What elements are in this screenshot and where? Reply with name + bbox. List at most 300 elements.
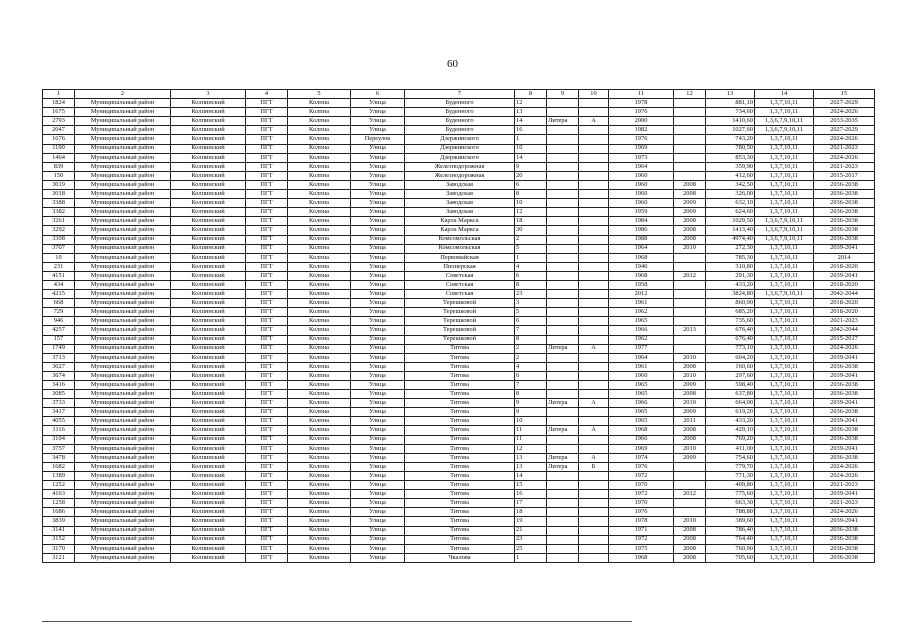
table-cell (579, 290, 609, 299)
table-row (43, 390, 875, 399)
table-cell: 1965 (609, 390, 674, 399)
table-cell (547, 271, 579, 280)
table-cell: Муниципальный район (75, 253, 171, 262)
table-cell (579, 526, 609, 535)
table-cell (579, 99, 609, 108)
table-cell: 2027-2029 (814, 99, 875, 108)
table-cell: 1,3,7,10,11 (755, 153, 814, 162)
table-cell: 2010 (674, 399, 706, 408)
table-cell: 598,40 (706, 381, 755, 390)
table-cell: 860,00 (706, 299, 755, 308)
table-cell (547, 180, 579, 189)
table-cell: 1960 (609, 199, 674, 208)
table-cell: 1968 (609, 426, 674, 435)
table-cell: Муниципальный район (75, 99, 171, 108)
table-cell: Улица (351, 180, 405, 189)
table-cell: ПГТ (246, 408, 288, 417)
table-cell: Муниципальный район (75, 199, 171, 208)
table-cell: 2027-2029 (814, 126, 875, 135)
table-cell: ПГТ (246, 235, 288, 244)
table-cell: 1988 (609, 235, 674, 244)
table-cell (579, 553, 609, 562)
table-cell: 3 (515, 299, 547, 308)
table-cell: ПГТ (246, 417, 288, 426)
table-cell: 1,3,7,10,11 (755, 162, 814, 171)
table-cell (579, 153, 609, 162)
table-row (43, 108, 875, 117)
table-cell: 2036-2038 (814, 426, 875, 435)
table-cell (547, 526, 579, 535)
table-cell: Буденного (405, 99, 515, 108)
table-cell: 3085 (43, 390, 75, 399)
table-cell: Колпинский (171, 544, 246, 553)
table-cell: Чкалова (405, 553, 515, 562)
table-cell: Дзержинского (405, 144, 515, 153)
table-cell (547, 308, 579, 317)
table-cell: 150 (43, 171, 75, 180)
table-cell: 2039-2041 (814, 244, 875, 253)
table-cell: ПГТ (246, 244, 288, 253)
table-cell: 3121 (43, 553, 75, 562)
table-cell (674, 299, 706, 308)
table-row (43, 235, 875, 244)
table-cell: 1,3,6,7,9,10,11 (755, 217, 814, 226)
table-cell: 1,3,7,10,11 (755, 444, 814, 453)
table-cell: 12 (515, 99, 547, 108)
table-cell: Титова (405, 435, 515, 444)
table-cell: 1,3,7,10,11 (755, 344, 814, 353)
table-cell: Колпинский (171, 435, 246, 444)
table-cell: 1,3,7,10,11 (755, 244, 814, 253)
table-row (43, 171, 875, 180)
table-cell: Муниципальный район (75, 326, 171, 335)
table-cell: 3733 (43, 399, 75, 408)
table-cell: 2024-2026 (814, 344, 875, 353)
table-cell: 1966 (609, 399, 674, 408)
table-cell: 1,3,7,10,11 (755, 508, 814, 517)
table-cell: 729 (43, 308, 75, 317)
table-cell: 1,3,7,10,11 (755, 308, 814, 317)
table-cell: 1,3,6,7,9,10,11 (755, 226, 814, 235)
table-cell (579, 144, 609, 153)
table-cell: 3707 (43, 244, 75, 253)
table-cell: 2018-2020 (814, 308, 875, 317)
table-cell: Титова (405, 481, 515, 490)
table-cell: Колпинский (171, 308, 246, 317)
table-cell: Улица (351, 508, 405, 517)
column-header-7: 7 (405, 90, 515, 99)
table-cell: 1972 (609, 490, 674, 499)
table-row (43, 508, 875, 517)
table-cell (674, 280, 706, 289)
table-row (43, 317, 875, 326)
table-cell: 1965 (609, 381, 674, 390)
table-cell: Муниципальный район (75, 162, 171, 171)
table-cell: 23 (515, 290, 547, 299)
table-row (43, 153, 875, 162)
table-cell: ПГТ (246, 162, 288, 171)
table-cell: 3713 (43, 353, 75, 362)
table-cell: 1976 (609, 462, 674, 471)
table-cell: 1965 (609, 417, 674, 426)
table-cell: Колпинский (171, 344, 246, 353)
table-cell: 1966 (609, 435, 674, 444)
table-cell: 1960 (609, 371, 674, 380)
table-cell: 1675 (43, 108, 75, 117)
table-cell (674, 126, 706, 135)
table-cell: Улица (351, 226, 405, 235)
table-cell (547, 126, 579, 135)
table-cell: Колпна (288, 471, 351, 480)
table-cell: 326,00 (706, 190, 755, 199)
table-cell (547, 280, 579, 289)
table-cell (547, 99, 579, 108)
table-cell (547, 435, 579, 444)
table-cell (547, 553, 579, 562)
table-cell: Колпинский (171, 535, 246, 544)
table-cell: 4257 (43, 326, 75, 335)
table-cell: Колпна (288, 226, 351, 235)
table-cell: 1824 (43, 99, 75, 108)
table-cell (674, 162, 706, 171)
table-cell: ПГТ (246, 299, 288, 308)
table-cell: Терешковой (405, 335, 515, 344)
table-cell: Колпна (288, 408, 351, 417)
table-cell: 429,10 (706, 426, 755, 435)
table-cell: Колпна (288, 490, 351, 499)
table-cell: 4974,40 (706, 235, 755, 244)
table-cell: Муниципальный район (75, 435, 171, 444)
table-cell: 434 (43, 280, 75, 289)
table-cell: Улица (351, 299, 405, 308)
table-cell: 10 (515, 199, 547, 208)
table-cell: 2021-2023 (814, 162, 875, 171)
table-cell: 1,3,7,10,11 (755, 462, 814, 471)
table-cell: Муниципальный район (75, 490, 171, 499)
table-cell: 779,70 (706, 462, 755, 471)
table-cell: 2024-2026 (814, 508, 875, 517)
table-cell: Колпинский (171, 390, 246, 399)
table-cell: Муниципальный район (75, 408, 171, 417)
table-cell: Улица (351, 362, 405, 371)
column-header-10: 10 (579, 90, 609, 99)
table-cell: Улица (351, 499, 405, 508)
table-cell: 2009 (674, 408, 706, 417)
table-cell: 2024-2026 (814, 153, 875, 162)
table-cell (547, 217, 579, 226)
table-cell: ПГТ (246, 335, 288, 344)
table-cell: 16 (515, 126, 547, 135)
table-cell: Муниципальный район (75, 235, 171, 244)
table-cell: 1190 (43, 144, 75, 153)
housing-table (42, 89, 875, 563)
table-cell: 1,3,6,7,9,10,11 (755, 126, 814, 135)
table-cell: Колпна (288, 535, 351, 544)
table-cell: 3757 (43, 444, 75, 453)
table-cell: 1978 (609, 99, 674, 108)
table-cell: 1959 (609, 208, 674, 217)
table-cell (579, 180, 609, 189)
table-cell: Муниципальный район (75, 262, 171, 271)
table-cell: 409,80 (706, 481, 755, 490)
table-cell: 2036-2038 (814, 226, 875, 235)
table-cell: Колпна (288, 390, 351, 399)
table-cell: 1,3,7,10,11 (755, 544, 814, 553)
table-cell: 760,90 (706, 544, 755, 553)
table-cell: 2036-2038 (814, 553, 875, 562)
table-cell (547, 235, 579, 244)
table-cell: Муниципальный район (75, 526, 171, 535)
table-cell: Муниципальный район (75, 353, 171, 362)
table-cell: А (579, 117, 609, 126)
table-cell: Муниципальный район (75, 171, 171, 180)
table-cell: 1968 (609, 271, 674, 280)
table-cell: Муниципальный район (75, 299, 171, 308)
table-cell: 2036-2038 (814, 190, 875, 199)
table-cell: 2036-2038 (814, 453, 875, 462)
table-cell: Колпинский (171, 153, 246, 162)
table-cell: Улица (351, 553, 405, 562)
table-cell: Колпинский (171, 417, 246, 426)
table-cell: Титова (405, 499, 515, 508)
table-cell (547, 299, 579, 308)
table-cell: 2036-2038 (814, 199, 875, 208)
table-cell: 3141 (43, 526, 75, 535)
table-cell: Колпна (288, 290, 351, 299)
table-cell: 771,30 (706, 471, 755, 480)
table-cell (674, 108, 706, 117)
table-row (43, 226, 875, 235)
table-cell: 14 (515, 153, 547, 162)
table-cell: Колпна (288, 371, 351, 380)
table-cell: 2 (515, 344, 547, 353)
table-cell: Пионерская (405, 262, 515, 271)
table-cell (547, 390, 579, 399)
table-cell: Муниципальный район (75, 226, 171, 235)
table-cell (579, 435, 609, 444)
table-cell: Колпинский (171, 135, 246, 144)
table-cell: 1,3,7,10,11 (755, 108, 814, 117)
table-cell: Колпна (288, 326, 351, 335)
table-cell: Литера (547, 426, 579, 435)
table-cell: Муниципальный район (75, 390, 171, 399)
table-cell: Улица (351, 544, 405, 553)
table-cell: 1970 (609, 481, 674, 490)
table-cell: Литера (547, 344, 579, 353)
table-cell: Колпинский (171, 508, 246, 517)
table-cell: Колпинский (171, 317, 246, 326)
table-cell: Литера (547, 462, 579, 471)
table-cell: 6 (515, 371, 547, 380)
table-cell: Титова (405, 362, 515, 371)
table-cell: 6 (515, 180, 547, 189)
table-cell: 2036-2038 (814, 435, 875, 444)
table-cell: Колпинский (171, 108, 246, 117)
table-cell (547, 244, 579, 253)
column-header-1: 1 (43, 90, 75, 99)
table-cell: 619,20 (706, 408, 755, 417)
table-cell: 160,60 (706, 362, 755, 371)
table-cell: 2010 (674, 371, 706, 380)
table-cell (579, 544, 609, 553)
table-cell: 9 (515, 408, 547, 417)
table-cell: 11 (515, 435, 547, 444)
table-cell (579, 444, 609, 453)
table-cell: Титова (405, 381, 515, 390)
table-cell: ПГТ (246, 462, 288, 471)
table-cell: Колпна (288, 462, 351, 471)
table-row (43, 444, 875, 453)
table-cell: 632,10 (706, 199, 755, 208)
table-cell: 1974 (609, 453, 674, 462)
table-cell: Улица (351, 290, 405, 299)
table-cell: 1,3,7,10,11 (755, 399, 814, 408)
table-cell: 2036-2038 (814, 408, 875, 417)
table-cell: 2024-2026 (814, 462, 875, 471)
table-cell: ПГТ (246, 426, 288, 435)
table-cell: Терешковой (405, 317, 515, 326)
table-cell: ПГТ (246, 481, 288, 490)
header-row (43, 90, 875, 99)
table-cell: Улица (351, 444, 405, 453)
table-cell: Колпинский (171, 271, 246, 280)
table-row (43, 199, 875, 208)
table-cell: 1968 (609, 253, 674, 262)
table-cell (674, 290, 706, 299)
table-row (43, 417, 875, 426)
table-cell: 9 (515, 399, 547, 408)
table-cell: 2018-2020 (814, 280, 875, 289)
table-cell: Улица (351, 171, 405, 180)
table-cell: 3018 (43, 190, 75, 199)
table-cell: Муниципальный район (75, 153, 171, 162)
table-cell: 3478 (43, 453, 75, 462)
table-cell: Муниципальный район (75, 517, 171, 526)
table-cell: Улица (351, 471, 405, 480)
table-cell (547, 144, 579, 153)
table-cell (579, 126, 609, 135)
table-cell: 2018-2020 (814, 262, 875, 271)
table-cell: 3027 (43, 362, 75, 371)
table-cell: Железнодорожная (405, 162, 515, 171)
table-cell: ПГТ (246, 362, 288, 371)
table-cell (579, 353, 609, 362)
table-cell: 685,20 (706, 308, 755, 317)
table-cell: 1,3,7,10,11 (755, 390, 814, 399)
table-cell: 2 (515, 353, 547, 362)
table-cell (547, 362, 579, 371)
table-cell: 2 (515, 235, 547, 244)
table-cell: ПГТ (246, 344, 288, 353)
table-cell: 10 (515, 144, 547, 153)
table-cell: Колпинский (171, 253, 246, 262)
table-cell: 2042-2044 (814, 290, 875, 299)
table-cell: ПГТ (246, 208, 288, 217)
table-cell: 7 (515, 326, 547, 335)
table-cell: ПГТ (246, 280, 288, 289)
table-cell: Улица (351, 381, 405, 390)
table-cell: 676,40 (706, 335, 755, 344)
table-cell: 2010 (674, 244, 706, 253)
table-cell: 1,3,7,10,11 (755, 135, 814, 144)
table-cell (579, 244, 609, 253)
table-cell: Титова (405, 471, 515, 480)
table-cell: 359,90 (706, 162, 755, 171)
table-row (43, 435, 875, 444)
table-cell: ПГТ (246, 435, 288, 444)
table-cell: 2036-2038 (814, 362, 875, 371)
table-cell: Колпна (288, 353, 351, 362)
table-cell: ПГТ (246, 271, 288, 280)
column-header-4: 4 (246, 90, 288, 99)
table-cell: Улица (351, 535, 405, 544)
table-cell: Колпинский (171, 453, 246, 462)
table-cell: Колпна (288, 190, 351, 199)
table-cell: 734,60 (706, 108, 755, 117)
table-cell: Колпна (288, 117, 351, 126)
table-row (43, 299, 875, 308)
table-cell: 2036-2038 (814, 526, 875, 535)
table-cell: 3170 (43, 544, 75, 553)
table-cell: 2008 (674, 535, 706, 544)
table-cell: 411,00 (706, 444, 755, 453)
table-cell (547, 335, 579, 344)
table-cell: Улица (351, 371, 405, 380)
table-cell: 5 (515, 308, 547, 317)
table-cell: 1986 (609, 226, 674, 235)
table-cell: Колпна (288, 381, 351, 390)
table-cell: 231 (43, 262, 75, 271)
table-cell: ПГТ (246, 290, 288, 299)
table-row (43, 271, 875, 280)
table-cell: 1,3,7,10,11 (755, 280, 814, 289)
table-cell: Титова (405, 535, 515, 544)
table-cell: Улица (351, 326, 405, 335)
table-cell: Улица (351, 235, 405, 244)
table-cell (547, 226, 579, 235)
table-row (43, 326, 875, 335)
table-cell: Колпна (288, 235, 351, 244)
table-cell: 1,3,6,7,9,10,11 (755, 117, 814, 126)
table-cell: 1,3,7,10,11 (755, 208, 814, 217)
table-cell (674, 153, 706, 162)
table-cell: Колпинский (171, 217, 246, 226)
table-cell: Муниципальный район (75, 453, 171, 462)
table-cell: 1,3,7,10,11 (755, 326, 814, 335)
table-cell: 2009 (674, 199, 706, 208)
table-cell: 1984 (609, 217, 674, 226)
table-cell (674, 471, 706, 480)
table-cell: 2036-2038 (814, 535, 875, 544)
table-cell: Улица (351, 490, 405, 499)
table-cell: 14 (515, 471, 547, 480)
table-cell: 9 (515, 162, 547, 171)
table-cell: 6 (515, 271, 547, 280)
table-cell: Колпинский (171, 499, 246, 508)
table-cell: 1958 (609, 280, 674, 289)
table-cell: Муниципальный район (75, 508, 171, 517)
table-cell: 2024-2026 (814, 108, 875, 117)
table-cell: Колпинский (171, 335, 246, 344)
table-cell: Колпна (288, 271, 351, 280)
table-cell: Муниципальный район (75, 444, 171, 453)
table-cell (579, 335, 609, 344)
table-cell: 1 (515, 253, 547, 262)
table-cell: 12 (515, 444, 547, 453)
table-cell: 6 (515, 317, 547, 326)
table-cell: 2021-2023 (814, 481, 875, 490)
table-cell: 1965 (609, 408, 674, 417)
